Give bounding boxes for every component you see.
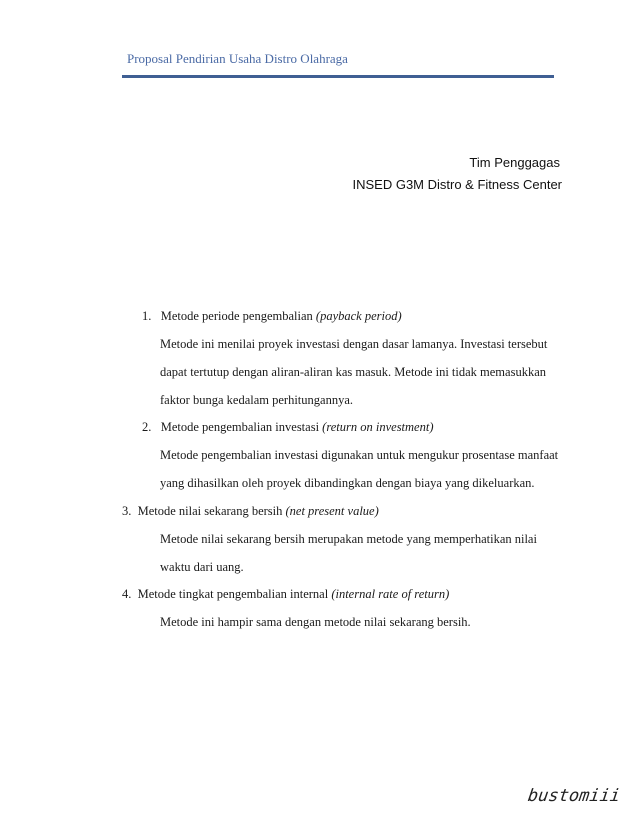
list-item-3-heading bbox=[122, 504, 379, 519]
document-header-title: Proposal Pendirian Usaha Distro Olahraga bbox=[127, 51, 348, 66]
list-item-number: 1. bbox=[142, 309, 152, 323]
list-item-2-heading bbox=[142, 420, 434, 435]
list-item-term: (net present value) bbox=[285, 504, 379, 518]
list-item-2-body-line: Metode pengembalian investasi digunakan untuk mengukur prosentase manfaat bbox=[160, 448, 559, 462]
list-item-1-heading bbox=[142, 309, 402, 324]
list-item-3-body-line: Metode nilai sekarang bersih merupakan metode yang memperhatikan nilai bbox=[160, 532, 537, 546]
list-item-4-heading bbox=[122, 587, 449, 602]
list-item-number: 3. bbox=[122, 504, 132, 518]
list-item-2-body-line: yang dihasilkan oleh proyek dibandingkan dengan biaya yang dikeluarkan. bbox=[160, 476, 535, 490]
list-item-title: Metode nilai sekarang bersih bbox=[137, 504, 286, 518]
author-watermark: bustomiii bbox=[526, 786, 622, 806]
list-item-title: Metode tingkat pengembalian internal bbox=[137, 587, 332, 601]
list-item-1-body-line: dapat tertutup dengan aliran-aliran kas masuk. Metode ini tidak memasukkan bbox=[160, 365, 546, 379]
list-item-number: 4. bbox=[122, 587, 132, 601]
list-item-3-body-line: waktu dari uang. bbox=[160, 560, 244, 574]
list-item-4-body-line: Metode ini hampir sama dengan metode nilai sekarang bersih. bbox=[160, 615, 471, 629]
list-item-term: (return on investment) bbox=[322, 420, 434, 434]
list-item-title: Metode pengembalian investasi bbox=[160, 420, 323, 434]
header-divider bbox=[122, 75, 554, 78]
list-item-term: (payback period) bbox=[315, 309, 402, 323]
list-item-term: (internal rate of return) bbox=[331, 587, 450, 601]
signature-team: Tim Penggagas bbox=[469, 155, 560, 170]
list-item-title: Metode periode pengembalian bbox=[160, 309, 316, 323]
signature-organization: INSED G3M Distro & Fitness Center bbox=[352, 177, 562, 192]
list-item-1-body-line: Metode ini menilai proyek investasi dengan dasar lamanya. Investasi tersebut bbox=[160, 337, 548, 351]
list-item-number: 2. bbox=[142, 420, 152, 434]
list-item-1-body-line: faktor bunga kedalam perhitungannya. bbox=[160, 393, 353, 407]
